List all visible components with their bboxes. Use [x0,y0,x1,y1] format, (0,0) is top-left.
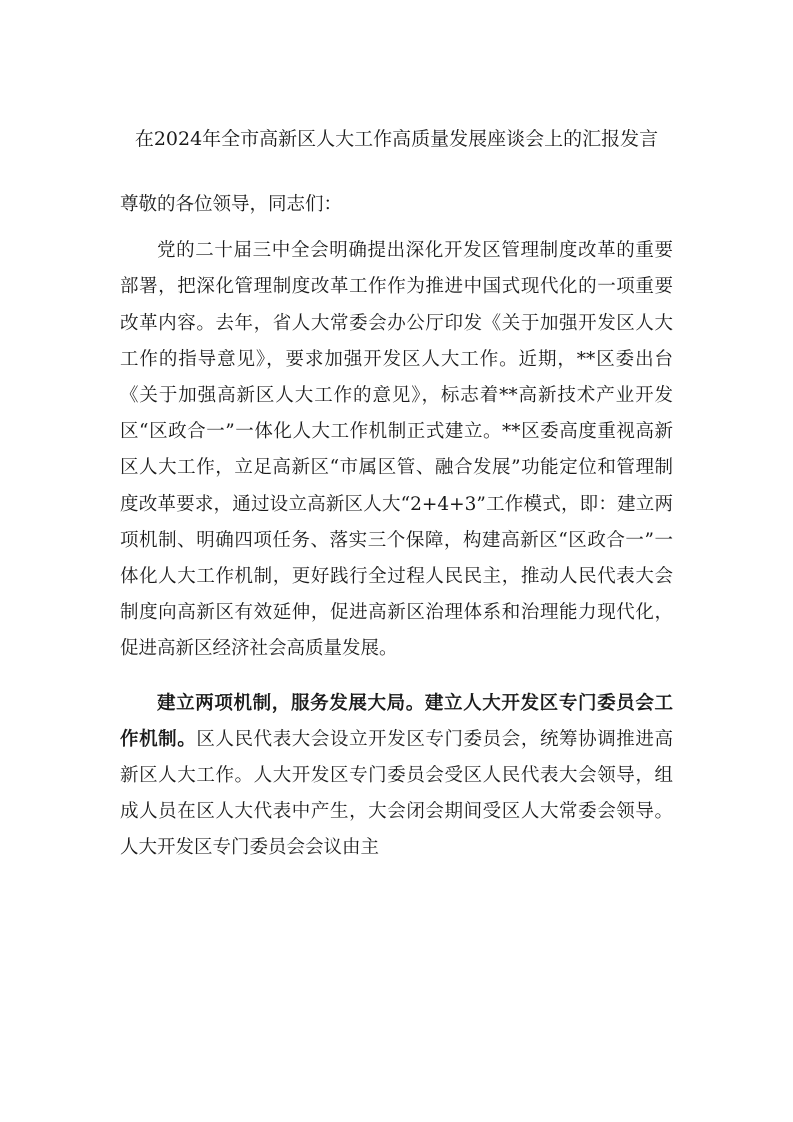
paragraph-2-text: 区人民代表大会设立开发区专门委员会，统筹协调推进高新区人大工作。人大开发区专门委员会受区人民代表大会领导，组成人员在区人大代表中产生，大会闭会期间受区人大常委会领导。人大开发区专门委员会会议由主 [120,728,673,859]
document-body [120,187,673,867]
paragraph-1-text: 党的二十届三中全会明确提出深化开发区管理制度改革的重要部署，把深化管理制度改革工作作为推进中国式现代化的一项重要改革内容。去年，省人大常委会办公厅印发《关于加强开发区人大工作的指导意见》，要求加强开发区人大工作。近期，**区委出台《关于加强高新区人大工作的意见》，标志着**高新技术产业开发区“区政合一”一体化人大工作机制正式建立。**区委高度重视高新区人大工作，立足高新区“市属区管、融合发展”功能定位和管理制度改革要求，通过设立高新区人大“2+4+3”工作模式，即：建立两项机制、明确四项任务、落实三个保障，构建高新区“区政合一”一体化人大工作机制，更好践行全过程人民民主，推动人民代表大会制度向高新区有效延伸，促进高新区治理体系和治理能力现代化，促进高新区经济社会高质量发展。 [120,240,673,660]
document-title: 在2024年全市高新区人大工作高质量发展座谈会上的汇报发言 [134,128,659,150]
paragraph-2 [120,686,673,867]
paragraph-2-bold-lead: 建立两项机制，服务发展大局。建立人大开发区专门委员会工作机制。 [120,692,673,750]
salutation: 尊敬的各位领导，同志们： [120,194,343,215]
paragraph-1 [120,233,673,667]
